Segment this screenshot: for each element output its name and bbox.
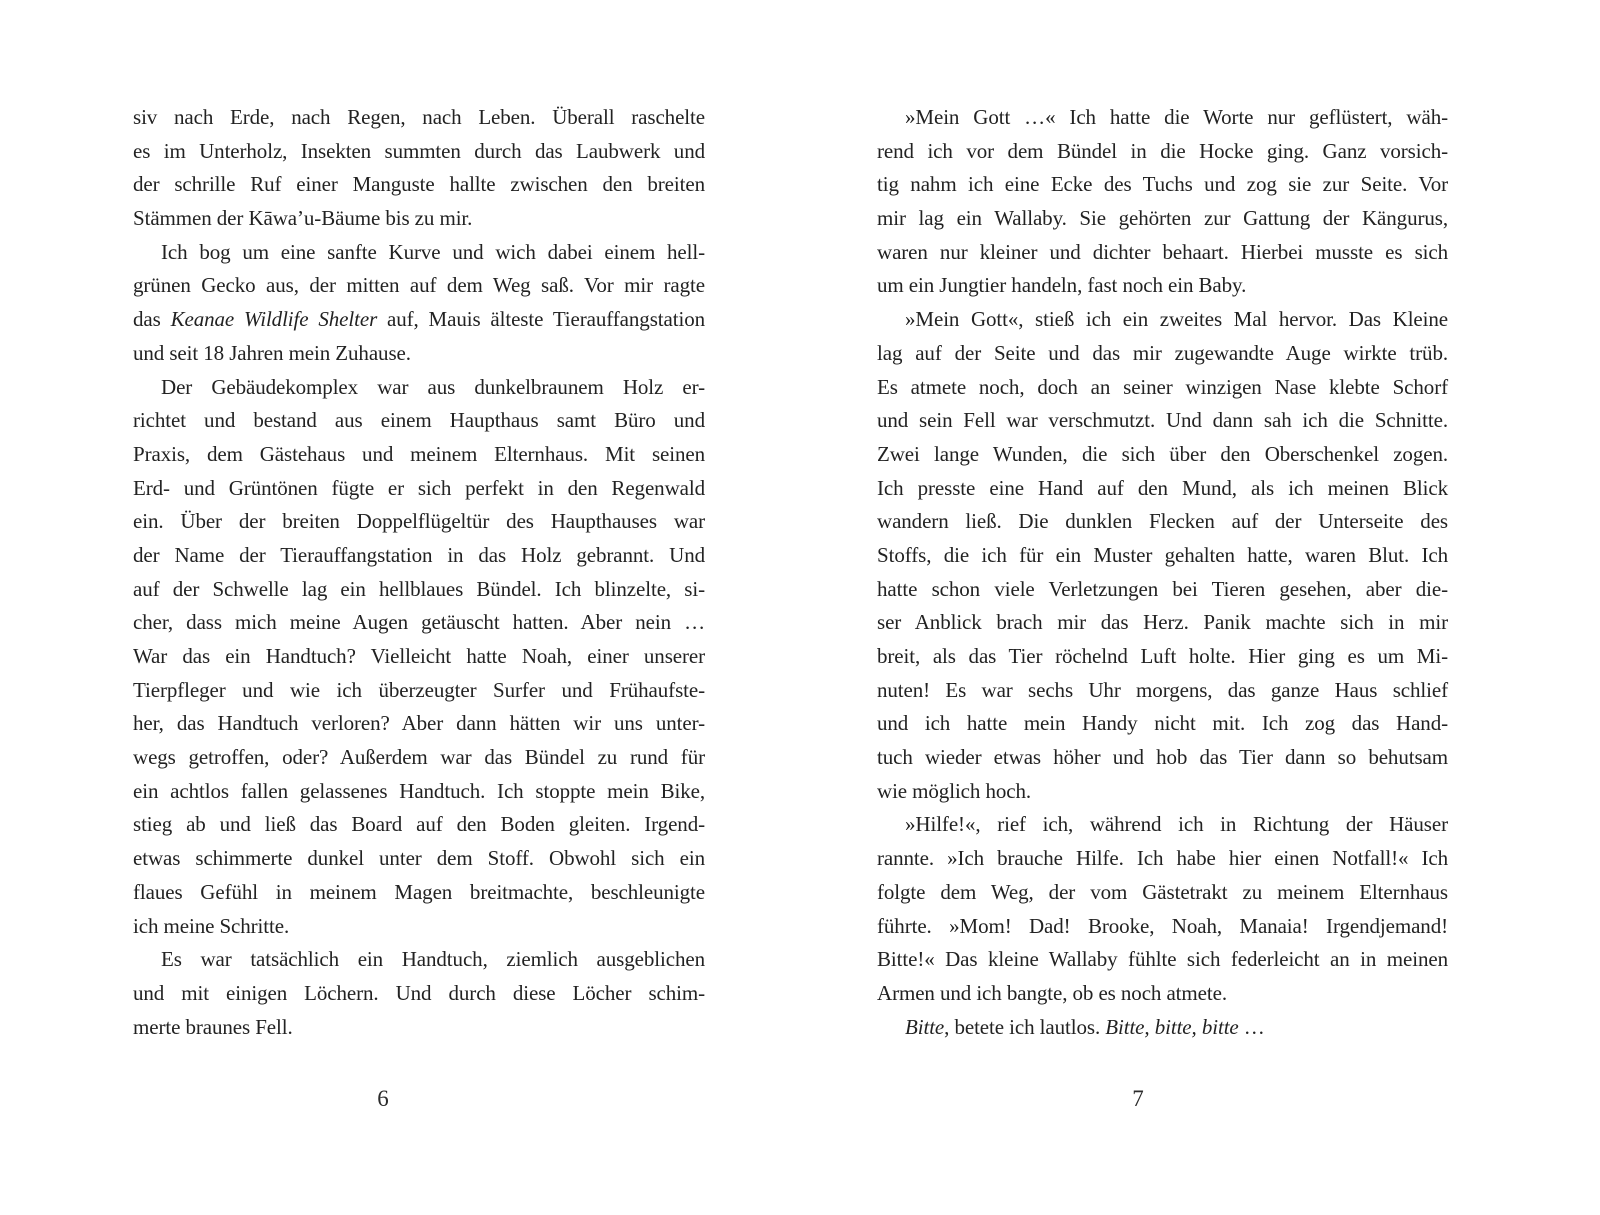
- text-line: merte braunes Fell.: [133, 1014, 293, 1039]
- text-line: tuch wieder etwas höher und hob das Tier dann so behutsam: [877, 745, 1448, 770]
- text-line: rannte. »Ich brauche Hilfe. Ich habe hier einen Notfall!« Ich: [877, 846, 1448, 871]
- text-line: grünen Gecko aus, der mitten auf dem Weg saß. Vor mir ragte: [133, 273, 705, 298]
- text-line: »Mein Gott …« Ich hatte die Worte nur geflüstert, wäh-: [905, 105, 1448, 129]
- text-line: Stoffs, die ich für ein Muster gehalten hatte, waren Blut. Ich: [877, 542, 1448, 567]
- text-line: folgte dem Weg, der vom Gästetrakt zu meinem Elternhaus: [877, 879, 1448, 904]
- text-line: Stämmen der Kāwa’u-Bäume bis zu mir.: [133, 206, 473, 231]
- text-column-right: [877, 101, 1448, 1044]
- text-line: wie möglich hoch.: [877, 778, 1032, 803]
- text-line: ser Anblick brach mir das Herz. Panik machte sich in mir: [877, 610, 1448, 635]
- text-segment: das: [133, 307, 171, 332]
- text-segment: …: [1238, 1014, 1265, 1039]
- text-line: »Hilfe!«, rief ich, während ich in Richtung der Häuser: [905, 812, 1448, 837]
- text-line: es im Unterholz, Insekten summten durch das Laubwerk und: [133, 138, 705, 163]
- text-line: breit, als das Tier röchelnd Luft holte. Hier ging es um Mi-: [877, 644, 1448, 668]
- text-line: und mit einigen Löchern. Und durch diese Löcher schim-: [133, 980, 705, 1005]
- text-line: Praxis, dem Gästehaus und meinem Elternhaus. Mit seinen: [133, 441, 705, 466]
- text-line: Es atmete noch, doch an seiner winzigen Nase klebte Schorf: [877, 374, 1448, 399]
- text-column-left: [133, 101, 705, 1044]
- text-line: hatte schon viele Verletzungen bei Tieren gesehen, aber die-: [877, 576, 1448, 601]
- text-line: [877, 1011, 1448, 1045]
- text-line: tig nahm ich eine Ecke des Tuchs und zog sie zur Seite. Vor: [877, 172, 1448, 197]
- text-line: [133, 303, 705, 337]
- text-line: Ich bog um eine sanfte Kurve und wich dabei einem hell-: [161, 239, 705, 264]
- text-line: Zwei lange Wunden, die sich über den Oberschenkel zogen.: [877, 441, 1448, 466]
- text-line: ich meine Schritte.: [133, 913, 290, 938]
- text-line: her, das Handtuch verloren? Aber dann hätten wir uns unter-: [133, 711, 705, 736]
- text-line: cher, dass mich meine Augen getäuscht hatten. Aber nein …: [133, 610, 705, 635]
- text-line: lag auf der Seite und das mir zugewandte Auge wirkte trüb.: [877, 340, 1448, 365]
- text-line: Tierpfleger und wie ich überzeugter Surfer und Frühaufste-: [133, 677, 705, 702]
- text-line: ein achtlos fallen gelassenes Handtuch. Ich stoppte mein Bike,: [133, 778, 705, 803]
- text-line: nuten! Es war sechs Uhr morgens, das ganze Haus schlief: [877, 677, 1448, 702]
- page-number-left: 6: [377, 1086, 389, 1111]
- text-line: mir lag ein Wallaby. Sie gehörten zur Gattung der Kängurus,: [877, 206, 1448, 231]
- text-segment: auf, Mauis älteste Tierauffangstation: [377, 307, 706, 332]
- text-line: Bitte!« Das kleine Wallaby fühlte sich federleicht an in meinen: [877, 947, 1448, 972]
- text-line: und seit 18 Jahren mein Zuhause.: [133, 340, 411, 365]
- text-line: der Name der Tierauffangstation in das Holz gebrannt. Und: [133, 542, 705, 567]
- text-line: flaues Gefühl in meinem Magen breitmachte, beschleunigte: [133, 879, 705, 904]
- text-line: und ich hatte mein Handy nicht mit. Ich zog das Hand-: [877, 711, 1448, 736]
- italic-text: Bitte, bitte, bitte: [1105, 1014, 1239, 1039]
- text-line: Der Gebäudekomplex war aus dunkelbraunem Holz er-: [161, 374, 705, 399]
- text-line: richtet und bestand aus einem Haupthaus samt Büro und: [133, 408, 705, 433]
- text-line: rend ich vor dem Bündel in die Hocke ging. Ganz vorsich-: [877, 138, 1448, 163]
- text-line: wegs getroffen, oder? Außerdem war das Bündel zu rund für: [133, 745, 705, 770]
- text-line: führte. »Mom! Dad! Brooke, Noah, Manaia! Irgendjemand!: [877, 913, 1448, 938]
- italic-text: Bitte: [905, 1014, 945, 1039]
- page-right: [800, 0, 1600, 1215]
- text-line: »Mein Gott«, stieß ich ein zweites Mal hervor. Das Kleine: [905, 307, 1448, 332]
- text-line: wandern ließ. Die dunklen Flecken auf der Unterseite des: [877, 509, 1448, 534]
- text-line: waren nur kleiner und dichter behaart. Hierbei musste es sich: [877, 239, 1448, 264]
- text-line: der schrille Ruf einer Manguste hallte zwischen den breiten: [133, 172, 705, 197]
- text-line: stieg ab und ließ das Board auf den Boden gleiten. Irgend-: [133, 812, 705, 837]
- text-segment: , betete ich lautlos.: [944, 1014, 1106, 1039]
- text-line: um ein Jungtier handeln, fast noch ein Baby.: [877, 273, 1247, 298]
- text-line: Ich presste eine Hand auf den Mund, als ich meinen Blick: [877, 475, 1448, 500]
- text-line: War das ein Handtuch? Vielleicht hatte Noah, einer unserer: [133, 644, 705, 668]
- text-line: auf der Schwelle lag ein hellblaues Bündel. Ich blinzelte, si-: [133, 576, 705, 601]
- italic-text: Keanae Wildlife Shelter: [170, 307, 378, 332]
- text-line: und sein Fell war verschmutzt. Und dann sah ich die Schnitte.: [877, 408, 1448, 433]
- text-line: Armen und ich bangte, ob es noch atmete.: [877, 980, 1227, 1005]
- text-line: siv nach Erde, nach Regen, nach Leben. Überall raschelte: [133, 105, 705, 129]
- text-line: ein. Über der breiten Doppelflügeltür des Haupthauses war: [133, 509, 705, 534]
- text-line: Erd- und Grüntönen fügte er sich perfekt in den Regenwald: [133, 475, 705, 500]
- page-number-right: 7: [1132, 1086, 1144, 1111]
- text-line: etwas schimmerte dunkel unter dem Stoff. Obwohl sich ein: [133, 846, 705, 871]
- text-line: Es war tatsächlich ein Handtuch, ziemlich ausgeblichen: [161, 947, 705, 972]
